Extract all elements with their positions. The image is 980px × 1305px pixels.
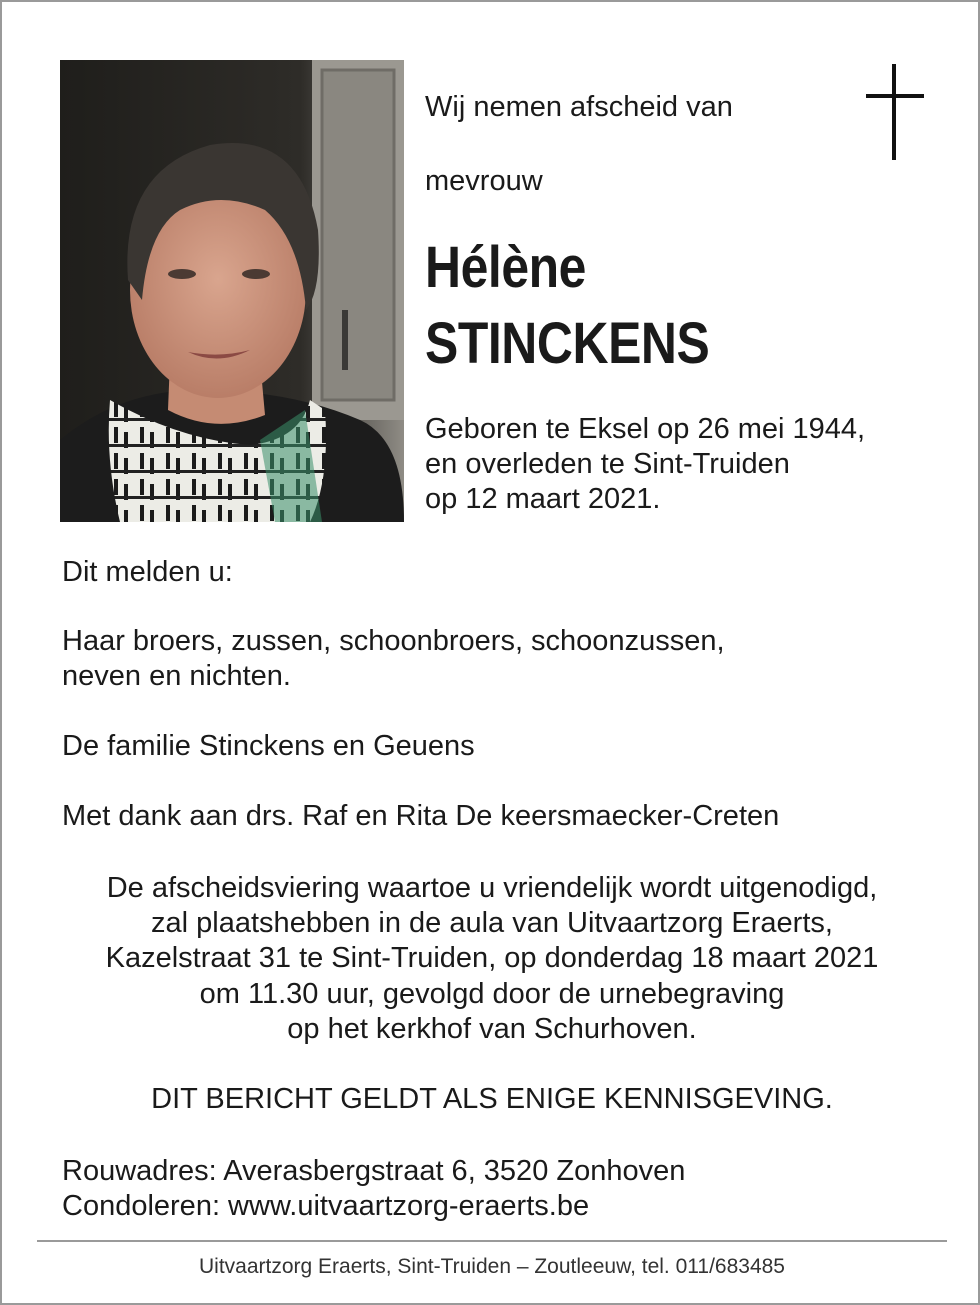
ceremony-line-4: om 11.30 uur, gevolgd door de urnebegraving: [199, 978, 785, 1010]
first-name: Hélène: [425, 235, 586, 300]
ceremony-line-2: zal plaatshebben in de aula van Uitvaartzorg Eraerts,: [151, 907, 833, 939]
family-names: De familie Stinckens en Geuens: [62, 730, 475, 762]
notice-statement: DIT BERICHT GELDT ALS ENIGE KENNISGEVING.: [151, 1083, 833, 1115]
last-name: STINCKENS: [425, 311, 710, 376]
intro-text: Wij nemen afscheid van: [425, 91, 733, 123]
portrait-photo: [60, 60, 404, 522]
footer-text: Uitvaartzorg Eraerts, Sint-Truiden – Zoutleeuw, tel. 011/683485: [199, 1255, 785, 1278]
family-line-1: Haar broers, zussen, schoonbroers, schoonzussen,: [62, 625, 725, 657]
cross-icon: [866, 64, 924, 160]
died-line: en overleden te Sint-Truiden: [425, 448, 790, 480]
address-line: Rouwadres: Averasbergstraat 6, 3520 Zonhoven: [62, 1155, 686, 1187]
thanks-line: Met dank aan drs. Raf en Rita De keersmaecker-Creten: [62, 800, 780, 832]
title-text: mevrouw: [425, 165, 543, 197]
family-line-2: neven en nichten.: [62, 660, 291, 692]
portrait-illustration: [60, 60, 404, 522]
ceremony-line-3: Kazelstraat 31 te Sint-Truiden, op donderdag 18 maart 2021: [105, 942, 879, 974]
born-line: Geboren te Eksel op 26 mei 1944,: [425, 413, 866, 445]
ceremony-line-1: De afscheidsviering waartoe u vriendelijk wordt uitgenodigd,: [106, 872, 878, 904]
footer-divider: [37, 1240, 947, 1242]
ceremony-line-5: op het kerkhof van Schurhoven.: [287, 1013, 697, 1045]
announce-heading: Dit melden u:: [62, 556, 233, 588]
date-line: op 12 maart 2021.: [425, 483, 661, 515]
condolences-line: Condoleren: www.uitvaartzorg-eraerts.be: [62, 1190, 590, 1222]
